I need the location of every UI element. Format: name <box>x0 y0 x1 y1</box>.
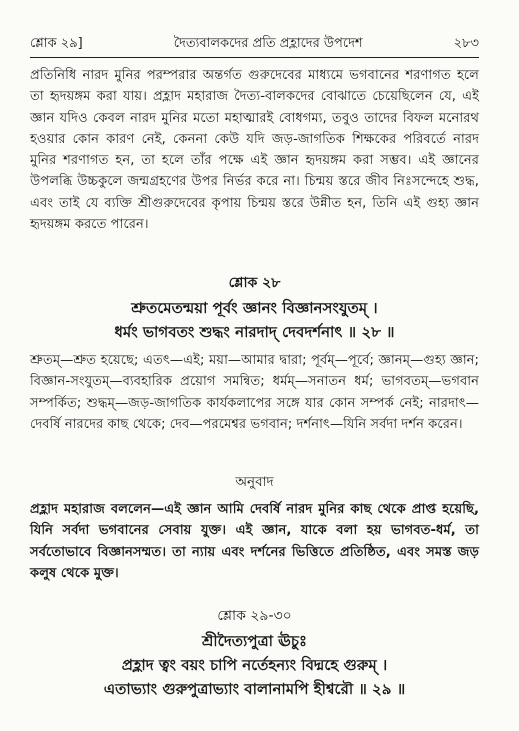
translation-paragraph: প্রহ্লাদ মহারাজ বললেন—এই জ্ঞান আমি দেবর্ষি নারদ মুনির কাছ থেকে প্রাপ্ত হয়েছি, যিনি সর্বদা ভগবানের সেবায় যুক্ত। এই জ্ঞান, যাকে বলা হয় ভাগবত-ধর্ম, তা সর্বতোভাবে বিজ্ঞানসম্মত। তা ন্যায় এবং দর্শনের ভিত্তিতে প্রতিষ্ঠিত, এবং সমস্ত জড় কলুষ থেকে মুক্ত। <box>30 502 479 581</box>
verse-29-30-title: শ্লোক ২৯-৩০ <box>217 608 292 624</box>
synonyms-paragraph: শ্রুতম্—শ্রুত হয়েছে; এতৎ—এই; ময়া—আমার দ্বারা; পূর্বম্—পূর্বে; জ্ঞানম্—গুহ্য জ্ঞান; বিজ্ঞান-সংযুতম্—ব্যবহারিক প্রয়োগ সমন্বিত; ধর্মম্—সনাতন ধর্ম; ভাগবতম্—ভগবান সম্পর্কিত; শুদ্ধম্—জড়-জাগতিক কার্যকলাপের সঙ্গে যার কোন সম্পর্ক নেই; নারদাৎ—দেবর্ষি নারদের কাছ থেকে; দেব—পরমেশ্বর ভগবান; দর্শনাৎ—যিনি সর্বদা দর্শন করেন। <box>30 353 479 432</box>
verse-29-30-text <box>30 629 479 701</box>
purport-paragraph: প্রতিনিধি নারদ মুনির পরম্পরার অন্তর্গত গুরুদেবের মাধ্যমে ভগবানের শরণাগত হলে তা হৃদয়ঙ্গম করা যায়। প্রহ্লাদ মহারাজ দৈত্য-বালকদের বোঝাতে চেয়েছিলেন যে, এই জ্ঞান যদিও কেবল নারদ মুনির মতো মহাত্মারই বোধগম্য, তবুও তাদের বিফল মনোরথ হওয়ার কোন কারণ নেই, কেননা কেউ যদি জড়-জাগতিক শিক্ষকের পরিবর্তে নারদ মুনির শরণাগত হন, তা হলে তাঁর পক্ষে এই জ্ঞান হৃদয়ঙ্গম করা সম্ভব। এই জ্ঞানের উপলব্ধি উচ্চকুলে জন্মগ্রহণের উপর নির্ভর করে না। চিন্ময় স্তরে জীব নিঃসন্দেহে শুদ্ধ, এবং তাই যে ব্যক্তি শ্রীগুরুদেবের কৃপায় চিন্ময় স্তরে উন্নীত হন, তিনি এই গুহ্য জ্ঞান হৃদয়ঙ্গম করতে পারেন। <box>30 68 479 233</box>
verse-29-line-1: প্রহ্লাদ ত্বং বয়ং চাপি নর্তেহন্যং বিদ্মহে গুরুম্ । <box>121 656 388 674</box>
header-rule <box>30 57 479 58</box>
verse-28-title: শ্লোক ২৮ <box>228 275 281 291</box>
verse-28-line-2: ধর্মং ভাগবতং শুদ্ধং নারদাদ্ দেবদর্শনাৎ ॥ ২৮ ॥ <box>114 323 395 341</box>
verse-28-line-1: শ্রুতমেতন্ময়া পূর্বং জ্ঞানং বিজ্ঞানসংযুতম্ । <box>131 299 378 317</box>
header-page-number: ২৮৩ <box>453 35 479 51</box>
header-title: দৈত্যবালকদের প্রতি প্রহ্লাদের উপদেশ <box>173 35 363 51</box>
verse-29-line-2: এতাভ্যাং গুরুপুত্রাভ্যাং বালানামপি হীশ্বরৌ ॥ ২৯ ॥ <box>103 680 406 698</box>
verse-28-text <box>30 296 479 344</box>
running-header <box>30 34 479 54</box>
translation-heading: অনুবাদ <box>235 474 274 490</box>
verse-speaker: শ্রীদৈত্যপুত্রা ঊচুঃ <box>202 632 307 650</box>
header-verse-ref: শ্লোক ২৯] <box>30 35 83 51</box>
